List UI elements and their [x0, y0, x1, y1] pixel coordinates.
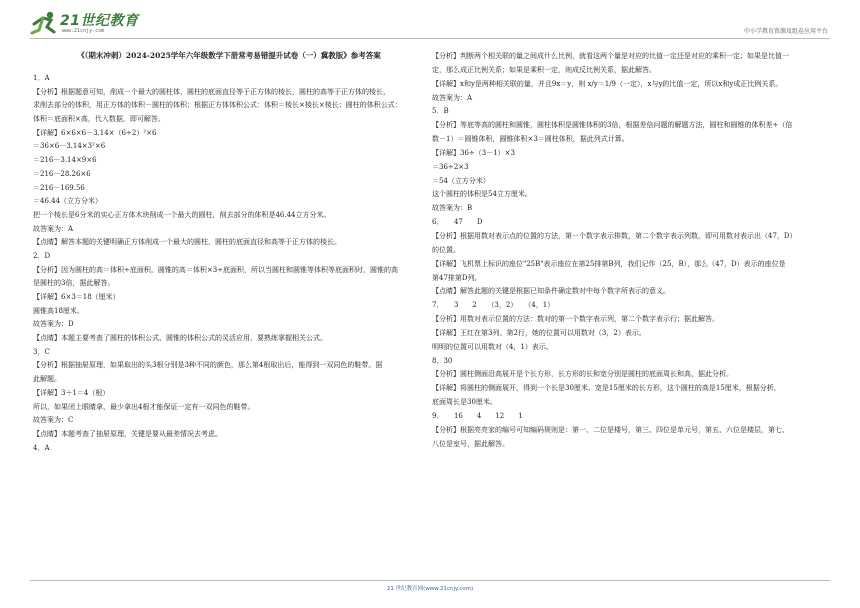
- text-line: 【分析】根据用数对表示点的位置的方法，第一个数字表示排数，第二个数字表示列数，即可用数对表示出（47，D）: [432, 231, 797, 240]
- text-line: 是圆柱的3倍，据此解答。: [33, 279, 115, 288]
- text-line: ＝54（立方分米）: [432, 176, 490, 185]
- text-line: 【详解】王红在第3列、第2行，她的位置可以用数对（3，2）表示。: [432, 328, 646, 337]
- text-line: 【详解】3＋1＝4（根）: [33, 388, 110, 397]
- text-line: ＝216－169.56: [33, 183, 85, 192]
- text-line: 5．B: [432, 107, 449, 116]
- text-line: 定，那么成正比例关系；如果是乘积一定，则成反比例关系，据此解答。: [432, 65, 656, 74]
- document-title: 《（期末冲刺）2024-2025学年六年级数学下册常考易错提升试卷（一）冀教版》参考答案: [77, 51, 381, 60]
- text-line: 故答案为：A: [432, 93, 473, 102]
- text-line: 【分析】判断两个相关联的量之间成什么比例，就看这两个量是对应的比值一定还是对应的乘积一定；如果是比值一: [432, 52, 789, 60]
- text-line: 【详解】x和y是两种相关联的量，并且9x＝y，则 x/y＝1/9（一定），x与y的比值一定，所以x和y成正比例关系。: [432, 79, 783, 88]
- text-line: 第47排第D列。: [432, 273, 482, 282]
- text-line: 所以，如果闭上眼睛拿，最少拿出4根才能保证一定有一双同色的鞋带。: [33, 402, 255, 411]
- text-line: ＝216－28.26×6: [33, 169, 91, 178]
- text-line: 6． 47 D: [432, 218, 483, 227]
- page-header: [0, 0, 860, 40]
- text-line: 【分析】根据题意可知，削成一个最大的圆柱体，圆柱的底面直径等于正方体的棱长，圆柱的高等于正方体的棱长，: [33, 87, 390, 96]
- text-line: 【分析】用数对表示位置的方法：数对的第一个数字表示列，第二个数字表示行；据此解答。: [432, 315, 719, 324]
- text-line: ＝36÷2×3: [432, 162, 469, 171]
- text-line: 【详解】36÷（3－1）×3: [432, 148, 515, 157]
- page-footer: 21 世纪教育网(www.21cnjy.com): [386, 586, 474, 592]
- text-line: 的位置。: [432, 245, 460, 254]
- text-line: 【点睛】解答此题的关键是根据已知条件确定数对中每个数字所表示的意义。: [432, 287, 670, 296]
- right-lines: [432, 50, 824, 451]
- text-line: 8．30: [432, 356, 453, 365]
- text-line: ＝216－3.14×9×6: [33, 156, 97, 165]
- text-line: 故答案为：C: [33, 416, 74, 425]
- text-line: 这个圆柱的体积是54立方厘米。: [432, 190, 532, 199]
- text-line: 7． 3 2 （3，2） （4，1）: [432, 301, 555, 310]
- text-line: 【分析】根据抽屉原理，如果取出的头3根分别是3种不同的颜色，那么第4根取出后，能得到一双同色的鞋带。据: [33, 361, 383, 370]
- text-line: 2．D: [33, 251, 51, 260]
- text-line: ＝36×6－3.14×3²×6: [33, 142, 106, 151]
- text-line: 故答案为：A: [33, 224, 74, 233]
- logo-sub: www.21cnjy.com: [62, 28, 105, 34]
- text-line: 【详解】6×3＝18（厘米）: [33, 293, 120, 301]
- site-logo: [30, 8, 160, 38]
- platform-label: 中小学教育资源及组卷应用平台: [743, 28, 828, 35]
- text-line: 把一个棱长是6分米的实心正方体木块削成一个最大的圆柱，削去部分的体积是46.44立方分米。: [33, 210, 331, 219]
- text-line: 八位是室号，据此解答。: [432, 439, 509, 448]
- text-line: 体积＝底面积×高，代入数据，即可解答。: [33, 115, 165, 124]
- text-line: 【详解】6×6×6－3.14×（6÷2）²×6: [33, 128, 157, 137]
- logo-text: 21世纪教育: [60, 13, 139, 29]
- text-line: 【分析】等底等高的圆柱和圆锥，圆柱体积是圆锥体积的3倍，根据差倍问题的解题方法，圆柱和圆锥的体积差÷（倍: [432, 121, 793, 130]
- text-line: 4．A: [33, 443, 50, 452]
- left-column: [33, 50, 425, 455]
- text-line: 故答案为：B: [432, 204, 473, 213]
- text-line: 【点睛】本题主要考查了圆柱的体积公式、圆锥的体积公式的灵活应用，要熟练掌握相关公式。: [33, 334, 327, 343]
- left-lines: [33, 72, 425, 455]
- runner-logo-icon: [30, 10, 60, 36]
- text-line: 明明的位置可以用数对（4，1）表示。: [432, 342, 553, 351]
- text-line: 【点睛】解答本题的关键明确正方体削成一个最大的圆柱，圆柱的底面直径和高等于正方体的棱长。: [33, 238, 341, 247]
- text-line: 此解题。: [33, 375, 61, 384]
- text-line: 底面周长是30厘米。: [432, 398, 497, 407]
- header-divider: [30, 38, 830, 39]
- text-line: 3．C: [33, 347, 50, 356]
- text-line: 1．A: [33, 74, 50, 82]
- text-line: 【详解】飞机票上标识的座位"25B"表示座位在第25排第B列，我们记作（25，B），那么（47，D）表示的座位是: [432, 259, 786, 268]
- footer-divider: [30, 580, 830, 581]
- text-line: ＝46.44（立方分米）: [33, 197, 103, 206]
- text-line: 9． 16 4 12 1: [432, 411, 523, 420]
- text-line: 【分析】根据亮亮家的编号可知编码规则是：第一、二位是楼号，第三、四位是单元号，第五、六位是楼层，第七、: [432, 425, 789, 434]
- text-line: 【分析】圆柱侧面沿高展开是个长方形，长方形的长和宽分别是圆柱的底面周长和高，据此分析。: [432, 370, 733, 379]
- text-line: 数－1）＝圆锥体积，圆锥体积×3＝圆柱体积，据此列式计算。: [432, 135, 629, 144]
- text-line: 故答案为：D: [33, 320, 74, 329]
- text-line: 【详解】将圆柱的侧面展开，得到一个长是30厘米、宽是15厘米的长方形，这个圆柱的高是15厘米，根据分析，: [432, 384, 781, 393]
- right-column: [432, 50, 824, 451]
- text-line: 求削去部分的体积，用正方体的体积－圆柱的体积；根据正方体体积公式：体积＝棱长×棱长×棱长；圆柱的体积公式：: [33, 101, 402, 110]
- text-line: 圆锥高18厘米。: [33, 306, 84, 315]
- text-line: 【分析】因为圆柱的高＝体积÷底面积，圆锥的高＝体积×3÷底面积，所以当圆柱和圆锥等体积等底面积时，圆锥的高: [33, 265, 399, 274]
- text-line: 【点睛】本题考查了抽屉原理，关键是要从最差情况去考虑。: [33, 429, 222, 438]
